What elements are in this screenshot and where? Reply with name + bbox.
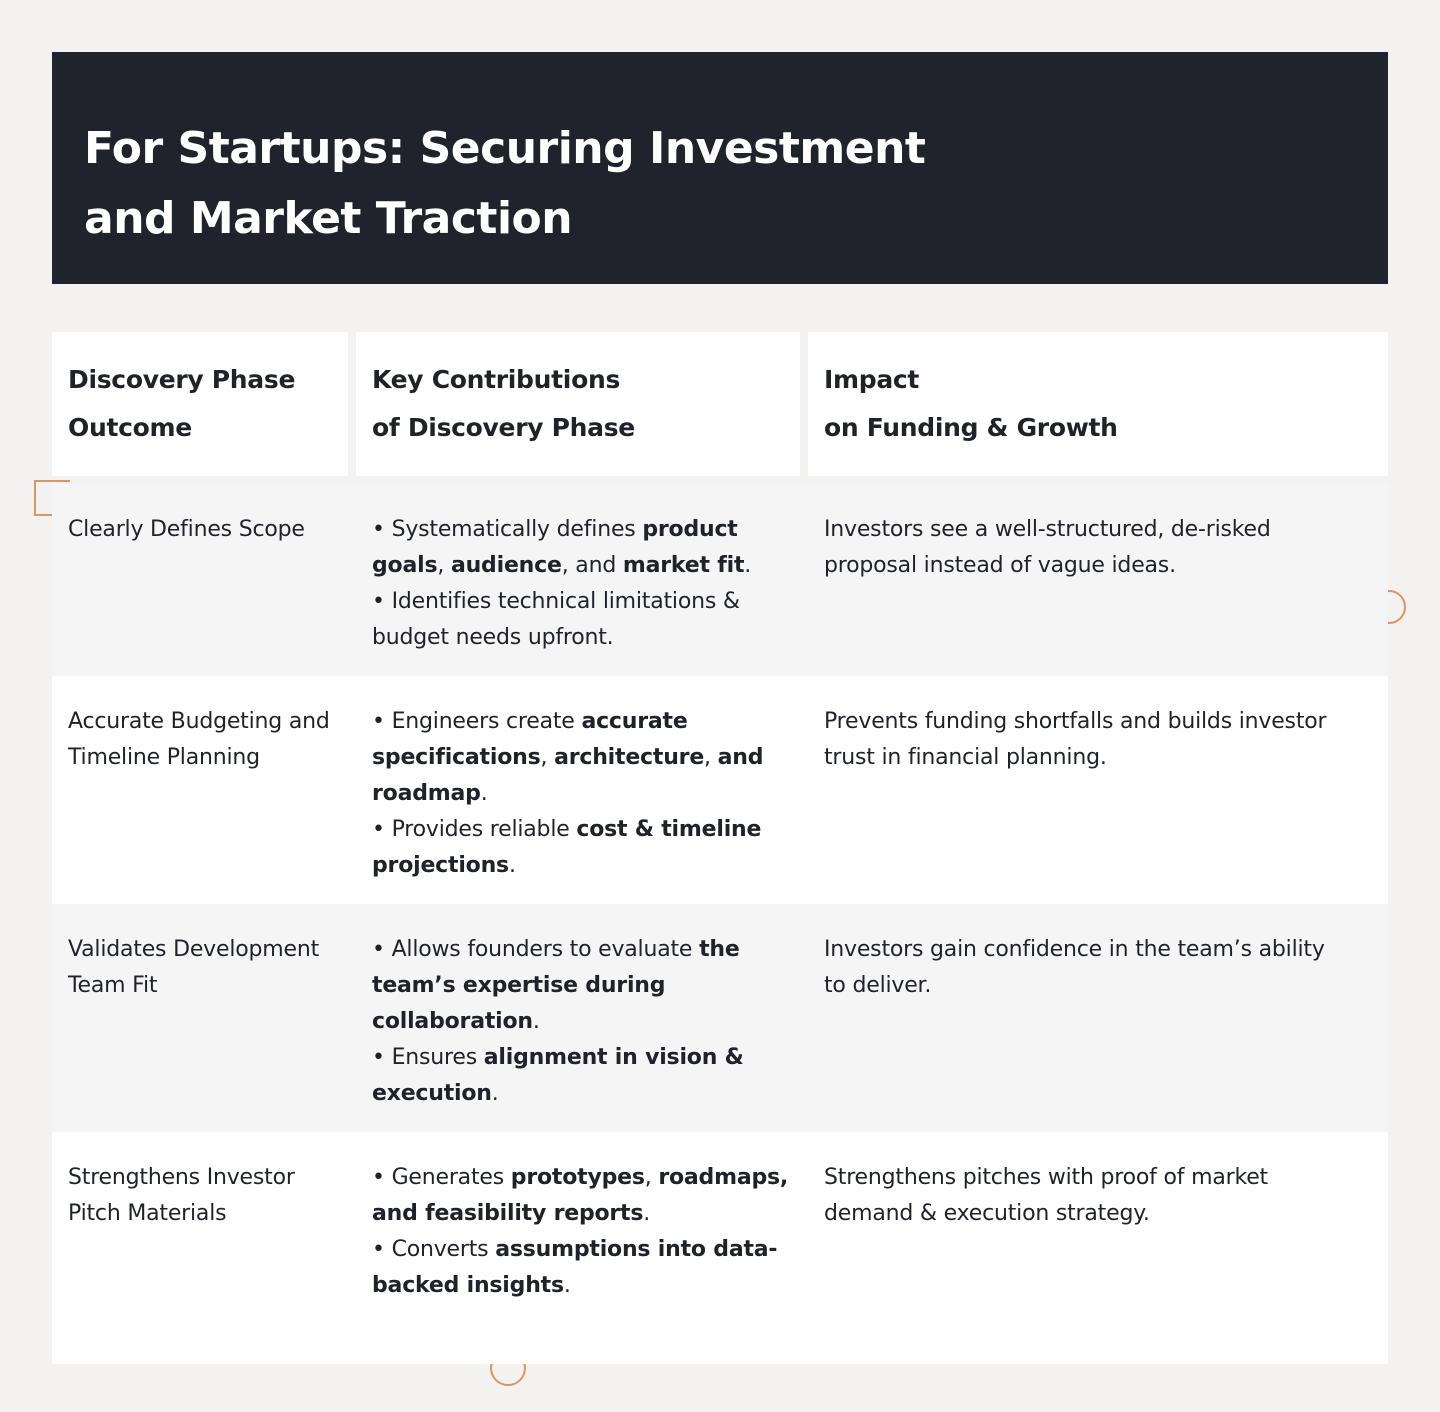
text: • Generates	[372, 1165, 511, 1190]
contributions-cell	[372, 484, 792, 656]
outcome-cell: Clearly Defines Scope	[68, 517, 305, 542]
text: .	[563, 1273, 571, 1298]
contributions-cell	[372, 676, 792, 884]
column-header-line: Discovery Phase	[68, 365, 296, 394]
impact-cell: Investors gain confidence in the team’s ability to deliver.	[824, 937, 1325, 998]
text: ,	[437, 553, 451, 578]
contribution-bullet	[372, 704, 792, 812]
impact-cell: Investors see a well-structured, de-risked proposal instead of vague ideas.	[824, 517, 1271, 578]
text: • Allows founders to evaluate	[372, 937, 700, 962]
bold-text: product goals	[372, 517, 738, 578]
column-header-line: Key Contributions	[372, 365, 621, 394]
bold-text: assumptions into data-backed insights	[372, 1237, 778, 1298]
contribution-bullet	[372, 1160, 792, 1232]
page-title: For Startups: Securing Investment and Market Traction	[84, 123, 926, 244]
contribution-bullet	[372, 1040, 792, 1112]
text: • Systematically defines	[372, 517, 643, 542]
bold-text: accurate specifications	[372, 709, 688, 770]
bold-text: roadmaps, and feasibility reports	[372, 1165, 789, 1226]
column-header-outcome	[52, 332, 348, 476]
text: • Provides reliable	[372, 817, 577, 842]
text: .	[508, 853, 516, 878]
bold-text: the team’s expertise during collaboration	[372, 937, 740, 1034]
bold-text: prototypes	[510, 1165, 645, 1190]
text: .	[643, 1201, 651, 1226]
bold-text: architecture	[554, 745, 705, 770]
text: .	[744, 553, 752, 578]
decoration-mask	[1340, 584, 1388, 630]
bold-text: audience	[450, 553, 562, 578]
contribution-bullet	[372, 512, 792, 584]
column-header-line: Impact	[824, 365, 920, 394]
text: • Identifies technical limitations & budget needs upfront.	[372, 589, 740, 650]
text: • Converts	[372, 1237, 496, 1262]
text: .	[491, 1081, 499, 1106]
impact-cell: Prevents funding shortfalls and builds investor trust in financial planning.	[824, 709, 1327, 770]
column-header-line: of Discovery Phase	[372, 413, 635, 442]
contributions-cell	[372, 1132, 792, 1304]
column-header-line: Outcome	[68, 413, 192, 442]
bold-text: alignment in vision & execution	[372, 1045, 744, 1106]
text: ,	[540, 745, 555, 770]
decoration-mask	[484, 1340, 532, 1364]
contribution-bullet	[372, 932, 792, 1040]
contribution-bullet	[372, 584, 792, 656]
text: .	[532, 1009, 540, 1034]
text: • Engineers create	[372, 709, 582, 734]
impact-cell: Strengthens pitches with proof of market demand & execution strategy.	[824, 1165, 1268, 1226]
bold-text: and roadmap	[372, 745, 764, 806]
bold-text: cost & timeline projections	[372, 817, 762, 878]
outcome-cell: Accurate Budgeting and Timeline Planning	[68, 709, 330, 770]
title-banner	[52, 52, 1388, 284]
table-row	[52, 484, 1388, 676]
table-row	[52, 904, 1388, 1132]
column-header-contributions	[356, 332, 800, 476]
outcome-cell: Strengthens Investor Pitch Materials	[68, 1165, 295, 1226]
text: .	[480, 781, 488, 806]
text: ,	[644, 1165, 659, 1190]
text: ,	[704, 745, 718, 770]
column-header-line: on Funding & Growth	[824, 413, 1118, 442]
table-row	[52, 1132, 1388, 1364]
corner-bracket-decoration	[34, 480, 70, 514]
table-row	[52, 676, 1388, 904]
outcome-cell: Validates Development Team Fit	[68, 937, 320, 998]
text: • Ensures	[372, 1045, 484, 1070]
text: , and	[561, 553, 623, 578]
contribution-bullet	[372, 812, 792, 884]
contribution-bullet	[372, 1232, 792, 1304]
column-header-impact	[808, 332, 1388, 476]
bold-text: market fit	[622, 553, 745, 578]
contributions-cell	[372, 904, 792, 1112]
